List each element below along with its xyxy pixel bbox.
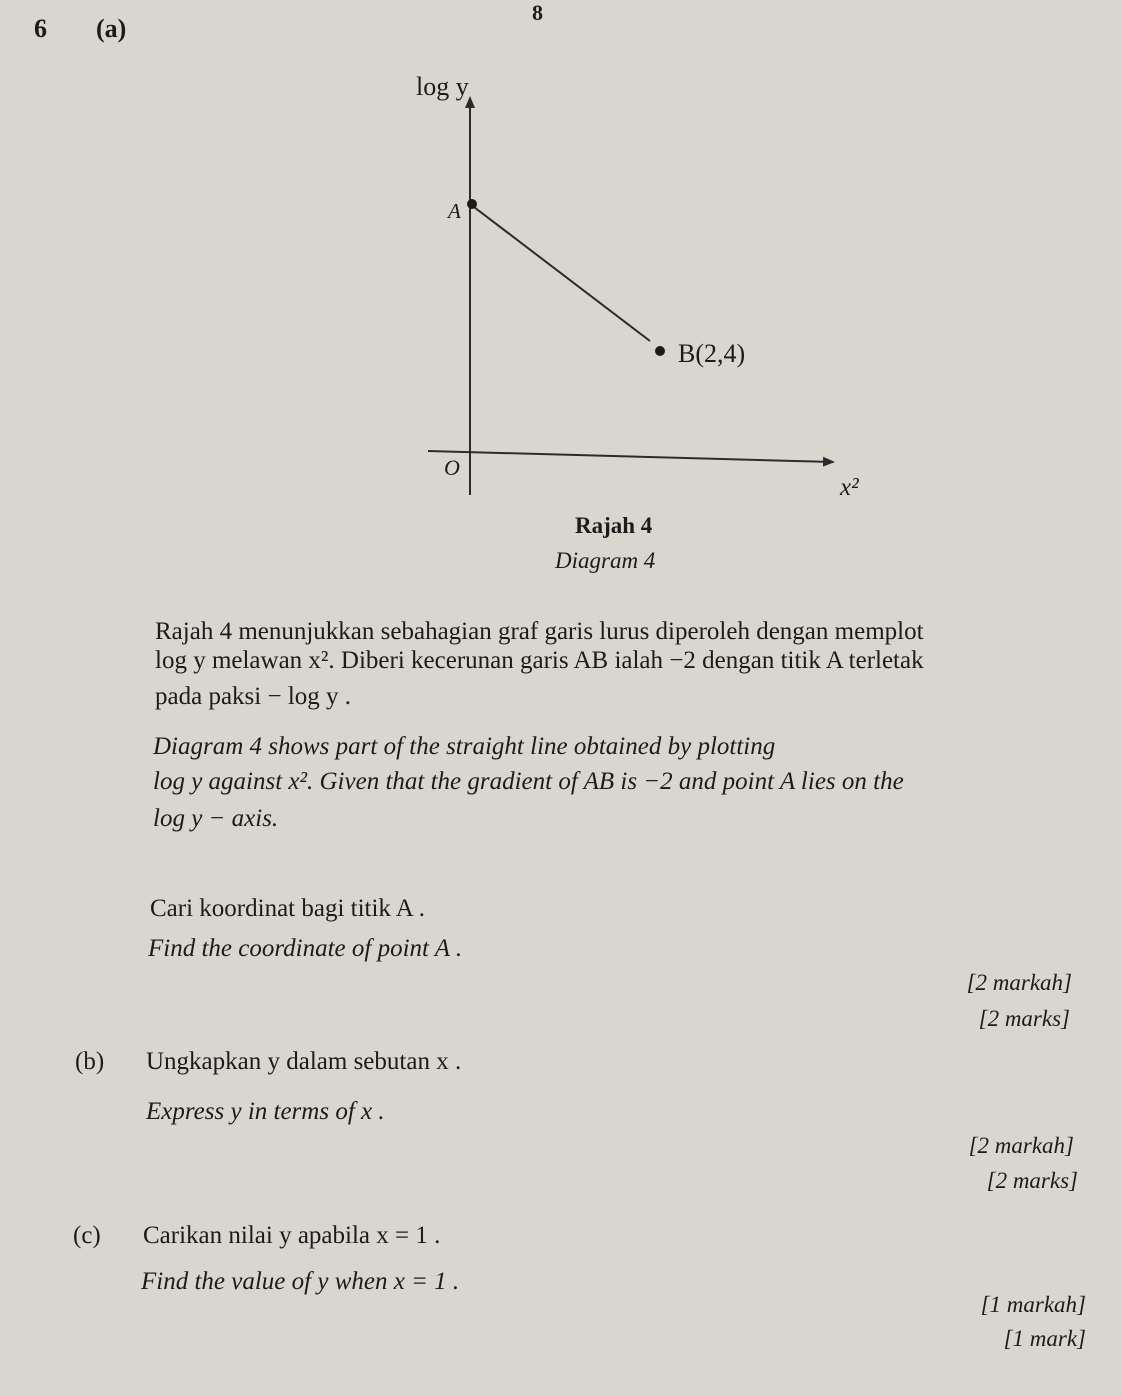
marks-c-en: [1 mark] xyxy=(1003,1326,1086,1351)
task-c-my: Carikan nilai y apabila x = 1 . xyxy=(143,1222,441,1249)
line-ab xyxy=(470,204,650,341)
marks-c-my: [1 markah] xyxy=(980,1292,1086,1317)
text-en-line-3: log y − axis. xyxy=(153,805,279,832)
point-b-label: B(2,4) xyxy=(678,339,746,368)
point-a-label: A xyxy=(448,199,461,223)
part-c-label: (c) xyxy=(73,1222,101,1249)
diagram-4 xyxy=(0,0,1122,520)
text-en-line-1: Diagram 4 shows part of the straight line obtained by plotting xyxy=(153,733,776,760)
task-a-en: Find the coordinate of point A . xyxy=(148,935,463,962)
part-b-label: (b) xyxy=(75,1048,105,1075)
point-b-dot xyxy=(655,346,665,356)
marks-b-en: [2 marks] xyxy=(986,1168,1078,1193)
marks-a-en: [2 marks] xyxy=(978,1006,1070,1031)
caption-en: Diagram 4 xyxy=(555,548,656,573)
task-a-my: Cari koordinat bagi titik A . xyxy=(150,895,425,922)
origin-label: O xyxy=(444,455,460,480)
text-my-line-3: pada paksi − log y . xyxy=(155,683,352,710)
text-my-line-2: log y melawan x². Diberi kecerunan garis AB ialah −2 dengan titik A terletak xyxy=(155,647,924,674)
x-axis-label: x² xyxy=(840,474,859,501)
text-en-line-2: log y against x². Given that the gradient of AB is −2 and point A lies on the xyxy=(153,768,904,795)
marks-a-my: [2 markah] xyxy=(966,970,1072,995)
caption-my: Rajah 4 xyxy=(575,513,653,538)
y-axis-label: log y xyxy=(416,72,469,101)
task-c-en: Find the value of y when x = 1 . xyxy=(141,1268,460,1295)
marks-b-my: [2 markah] xyxy=(968,1133,1074,1158)
point-a-dot xyxy=(467,199,477,209)
task-b-my: Ungkapkan y dalam sebutan x . xyxy=(146,1048,462,1075)
question-number: 6 xyxy=(34,14,47,43)
page-number: 8 xyxy=(532,0,543,25)
task-b-en: Express y in terms of x . xyxy=(146,1098,385,1125)
x-axis xyxy=(428,451,833,462)
part-a-label: (a) xyxy=(96,14,127,43)
text-my-line-1: Rajah 4 menunjukkan sebahagian graf garis lurus diperoleh dengan memplot xyxy=(155,618,924,645)
